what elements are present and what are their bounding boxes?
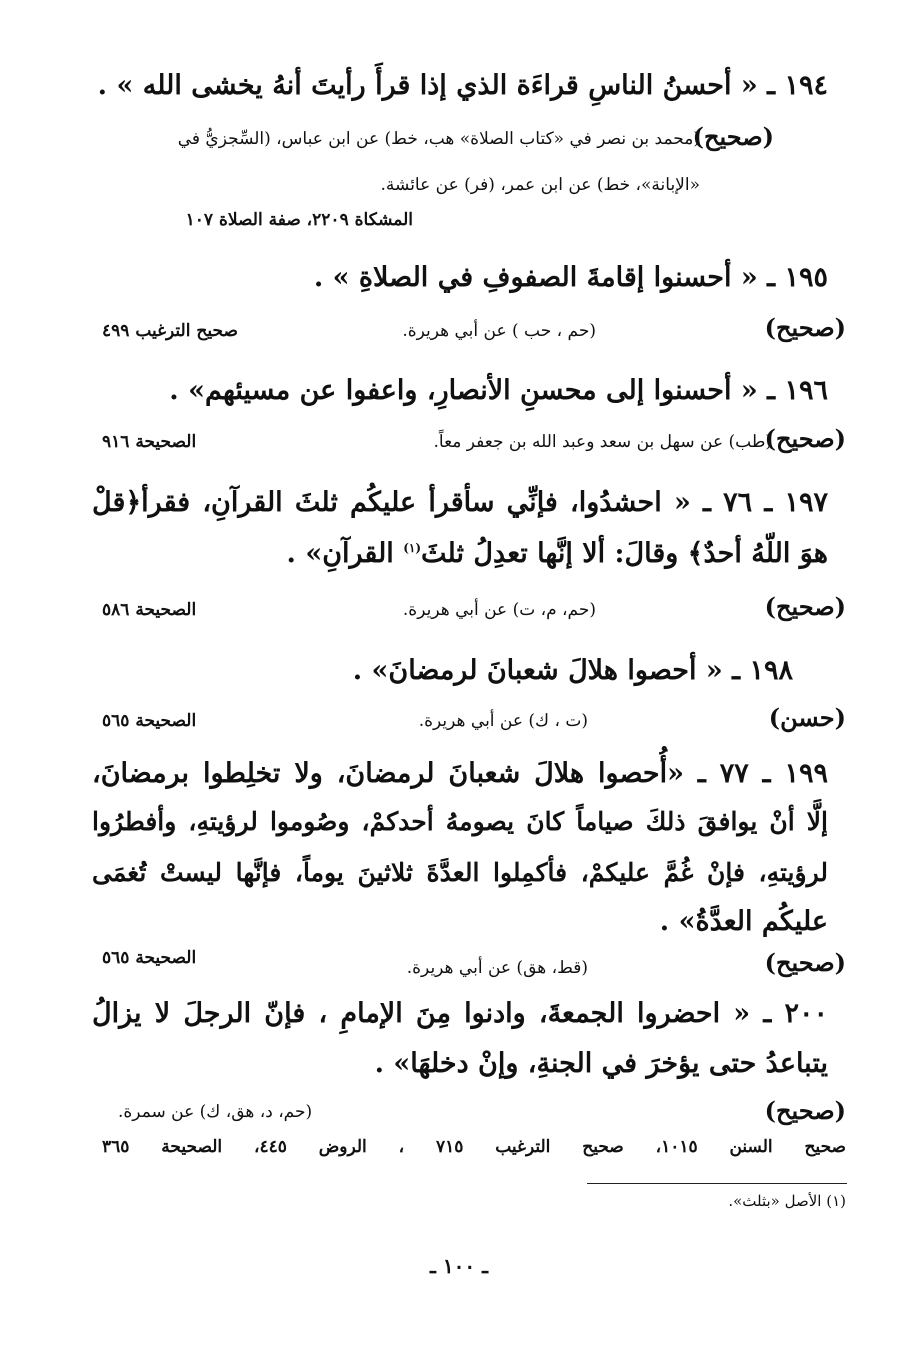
hadith-200-grade-row <box>0 1096 918 1130</box>
hadith-199-text-line2: إلَّا أنْ يوافقَ ذلكَ صياماً كانَ يصومهُ أحدكمْ، وصُوموا لرؤيتهِ، وأفطرُوا <box>92 807 828 836</box>
grade-label: ( حسن ) <box>769 703 846 732</box>
hadith-197-text-part: هوَ اللّهُ أحدٌ﴾ وقالَ: ألا إنَّها تعدِلُ ثلثَ <box>421 538 828 569</box>
source-line: (حم ، حب ) عن أبي هريرة. <box>402 321 596 341</box>
hadith-197-text-part: القرآنِ» . <box>286 538 394 569</box>
hadith-195-text: ١٩٥ ـ « أحسنوا إقامةَ الصفوفِ في الصلاةِ » . <box>313 262 828 293</box>
grade-label: ( صحيح ) <box>765 313 846 342</box>
hadith-197-text-continued <box>92 538 828 569</box>
hadith-197-text: ١٩٧ ـ ٧٦ ـ « احشدُوا، فإنِّي سأقرأ عليكُم ثلثَ القرآنِ، فقرأ﴿قلْ <box>92 487 828 518</box>
hadith-198-text: ١٩٨ ـ « أحصوا هلالَ شعبانَ لرمضانَ» . <box>352 655 793 686</box>
source-line: (حم، م، ت) عن أبي هريرة. <box>402 600 596 620</box>
hadith-200-text: ٢٠٠ ـ « احضروا الجمعةَ، وادنوا مِنَ الإمامِ ، فإنّ الرجلَ لا يزالُ <box>92 998 828 1029</box>
grade-label: ( صحيح ) <box>765 424 846 453</box>
footnote: (١) الأصل «بثلث». <box>728 1192 846 1210</box>
hadith-198-grade-row <box>0 703 918 737</box>
source-line: (قط، هق) عن أبي هريرة. <box>406 958 588 978</box>
reference-line: الصحيحة ٩١٦ <box>102 432 197 452</box>
footnote-marker: (١) <box>403 541 422 555</box>
reference-line: المشكاة ٢٢٠٩، صفة الصلاة ١٠٧ <box>185 210 413 230</box>
hadith-199-text: ١٩٩ ـ ٧٧ ـ «أُحصوا هلالَ شعبانَ لرمضانَ، ولا تخلِطوا برمضانَ، <box>92 758 828 789</box>
reference-line: الصحيحة ٥٨٦ <box>102 600 197 620</box>
reference-line: صحيح السنن ١٠١٥، صحيح الترغيب ٧١٥ ، الروض ٤٤٥، الصحيحة ٣٦٥ <box>102 1137 846 1157</box>
reference-line: صحيح الترغيب ٤٩٩ <box>102 321 238 341</box>
source-line: (ت ، ك) عن أبي هريرة. <box>418 711 588 731</box>
hadith-196-grade-row <box>0 424 918 458</box>
page-number: ـ ١٠٠ ـ <box>430 1254 488 1278</box>
hadith-199-text-line3: لرؤيتهِ، فإنْ غُمَّ عليكمْ، فأكمِلوا العدَّةَ ثلاثينَ يوماً، فإنَّها ليستْ تُغمَى <box>92 858 828 887</box>
hadith-196-text: ١٩٦ ـ « أحسنوا إلى محسنِ الأنصارِ، واعفوا عن مسيئهم» . <box>169 375 828 406</box>
source-line: (حم، د، هق، ك) عن سمرة. <box>118 1102 313 1122</box>
hadith-197-grade-row <box>0 592 918 626</box>
source-line: (محمد بن نصر في «كتاب الصلاة» هب، خط) عن ابن عباس، (السِّجزيُّ في <box>177 129 700 149</box>
grade-label: ( صحيح ) <box>765 1096 846 1125</box>
reference-line: الصحيحة ٥٦٥ <box>102 948 197 968</box>
hadith-194-grade-row <box>72 122 846 156</box>
grade-label: ( صحيح ) <box>765 948 846 977</box>
source-line-continued: «الإبانة»، خط) عن ابن عمر، (فر) عن عائشة. <box>380 175 700 195</box>
footnote-separator <box>587 1183 847 1184</box>
hadith-199-text-line4: عليكُم العدَّةُ» . <box>659 906 828 937</box>
hadith-199-grade-row <box>0 948 918 982</box>
source-line: (طب) عن سهل بن سعد وعبد الله بن جعفر معاً. <box>433 432 772 452</box>
grade-label: ( صحيح ) <box>765 592 846 621</box>
hadith-200-text-line2: يتباعدُ حتى يؤخرَ في الجنةِ، وإنْ دخلهَا» . <box>374 1048 828 1079</box>
reference-line: الصحيحة ٥٦٥ <box>102 711 197 731</box>
hadith-194-text: ١٩٤ ـ « أحسنُ الناسِ قراءَة الذي إذا قرأَ رأيتَ أنهُ يخشى الله » . <box>97 70 828 101</box>
grade-label: ( صحيح ) <box>693 122 774 151</box>
hadith-195-grade-row <box>0 313 918 347</box>
